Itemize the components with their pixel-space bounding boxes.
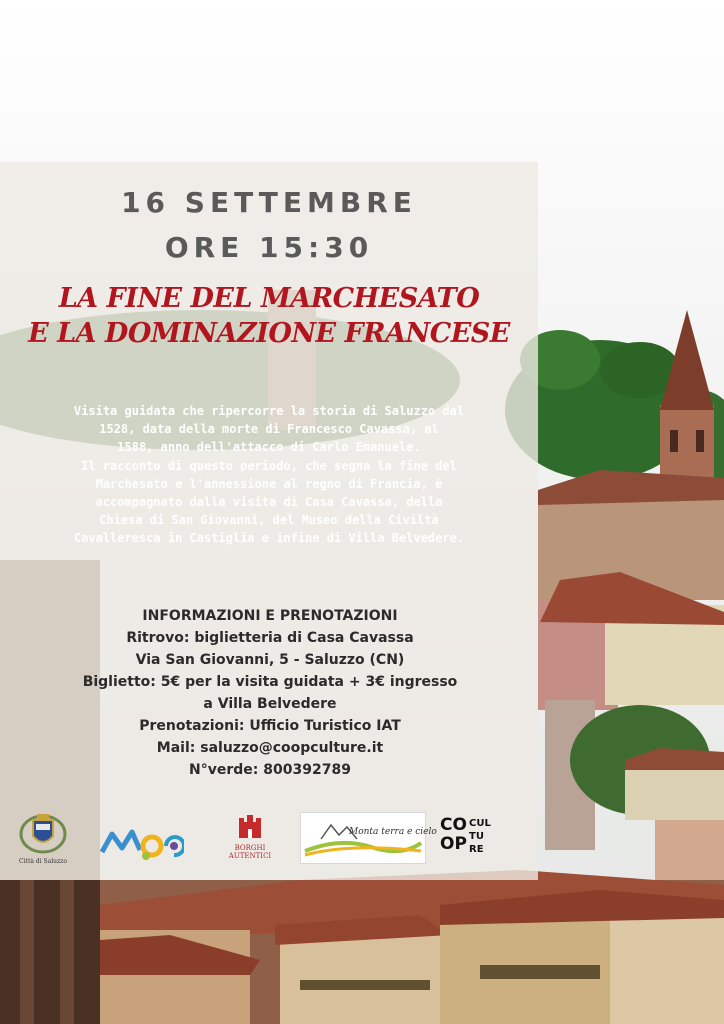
info-line-meeting-point: Ritrovo: biglietteria di Casa Cavassa <box>126 630 414 646</box>
monta-logo-text: Monta terra e cielo <box>349 827 437 837</box>
description-line: Marchesato e l'annessione al regno di Francia, è <box>95 476 443 491</box>
description-line: Cavalleresca in Castiglia e infine di Villa Belvedere. <box>73 531 465 546</box>
culture-text-1: CUL <box>469 818 491 829</box>
description-line: Chiesa di San Giovanni, del Museo della Civiltà <box>99 513 439 528</box>
borghi-text-1: BORGHI <box>234 844 266 852</box>
description-line: Il racconto di questo periodo, che segna la fine del <box>81 458 457 473</box>
culture-text-3: RE <box>469 844 484 855</box>
description-line: Visita guidata che ripercorre la storia di Saluzzo dal <box>73 404 465 418</box>
coop-text-1: CO <box>440 815 467 835</box>
event-time: ORE 15:30 <box>164 231 374 264</box>
coopculture-logo <box>440 816 496 860</box>
info-line-email: Mail: saluzzo@coopculture.it <box>156 740 384 756</box>
info-heading: INFORMAZIONI E PRENOTAZIONI <box>142 608 398 624</box>
citta-logo-text: Città di Saluzzo <box>19 858 67 865</box>
mountain-landscape-icon <box>301 813 425 863</box>
borghi-autentici-logo <box>222 812 278 862</box>
mo-logo <box>100 822 184 862</box>
event-description <box>24 402 514 548</box>
borghi-castle-icon <box>235 812 265 840</box>
description-line: 1528, data della morte di Francesco Cavassa, al <box>99 422 439 437</box>
info-line-ticket-continued: a Villa Belvedere <box>203 696 337 712</box>
info-line-phone: N°verde: 800392789 <box>189 762 351 778</box>
monta-terra-cielo-logo <box>300 812 437 864</box>
mo-logo-icon <box>100 822 184 862</box>
description-line: accompagnato dalla visita di Casa Cavassa, della <box>95 495 443 510</box>
citta-di-saluzzo-logo <box>18 810 68 866</box>
info-line-ticket: Biglietto: 5€ per la visita guidata + 3€ ingresso <box>82 674 458 690</box>
coop-text-2: OP <box>440 834 467 854</box>
info-section <box>60 605 480 781</box>
borghi-text-2: AUTENTICI <box>228 852 272 860</box>
info-line-address: Via San Giovanni, 5 - Saluzzo (CN) <box>135 652 405 668</box>
culture-text-2: TU <box>469 831 484 842</box>
event-date: 16 SETTEMBRE <box>121 186 417 219</box>
coat-of-arms-icon <box>18 810 68 854</box>
event-title-line-2: E LA DOMINAZIONE FRANCESE <box>28 318 510 349</box>
description-line: 1588, anno dell'attacco di Carlo Emanuele. <box>117 440 421 455</box>
event-title-line-1: LA FINE DEL MARCHESATO <box>58 283 480 314</box>
info-line-booking: Prenotazioni: Ufficio Turistico IAT <box>139 718 401 734</box>
